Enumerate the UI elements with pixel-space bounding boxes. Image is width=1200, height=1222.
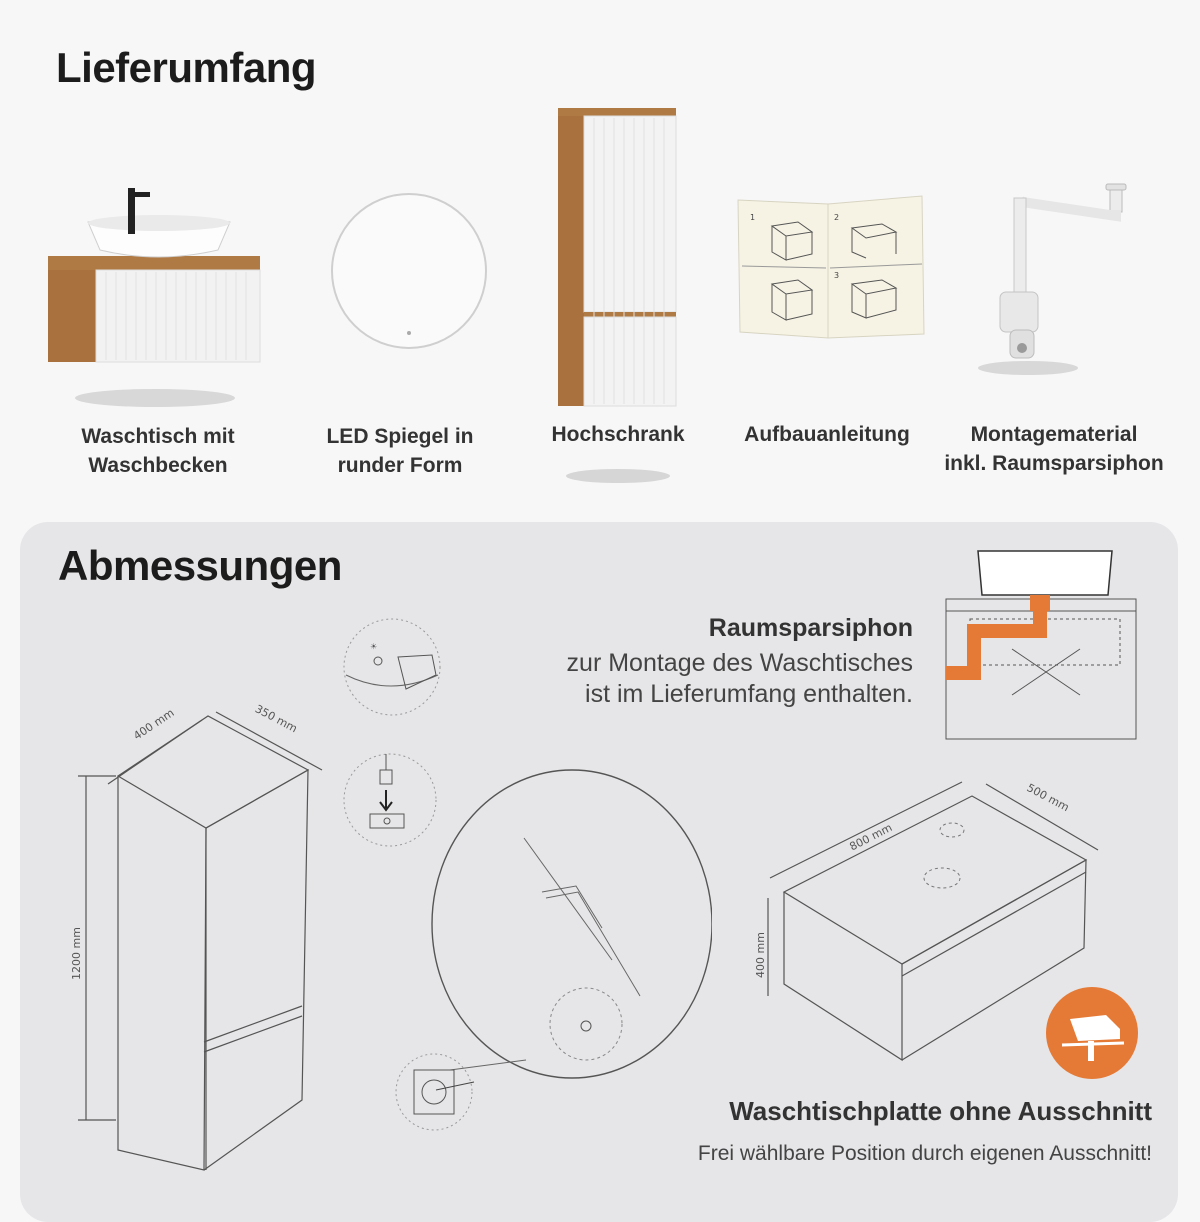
siphon-title: Raumsparsiphon (708, 614, 913, 642)
dimensions-title: Abmessungen (58, 542, 342, 589)
scope-title: Lieferumfang (56, 44, 317, 91)
siphon-description: zur Montage des Waschtisches ist im Lieferumfang enthalten. (566, 649, 913, 708)
manual-step-2: 2 (834, 213, 840, 222)
vanity-height-label: 400 mm (754, 932, 767, 978)
vanity-image (40, 180, 270, 410)
svg-text:☀: ☀ (370, 642, 378, 651)
manual-step-3: 3 (834, 271, 840, 280)
vanity-depth-label: 500 mm (1024, 781, 1072, 815)
worktop-description: Frei wählbare Position durch eigenen Ausschnitt! (697, 1142, 1152, 1165)
touch-sensor-icon (340, 615, 444, 719)
vanity-width-label: 800 mm (847, 821, 895, 854)
jigsaw-icon (1044, 985, 1140, 1081)
tall-width-label: 400 mm (131, 706, 177, 743)
worktop-title: Waschtischplatte ohne Ausschnitt (729, 1096, 1152, 1126)
assembly-manual-image (736, 192, 926, 342)
round-mirror-image (325, 185, 493, 363)
product-label-mounting: Montagematerial inkl. Raumsparsiphon (944, 423, 1164, 475)
product-label-vanity: Waschtisch mit Waschbecken (81, 425, 235, 477)
socket-icon (394, 1046, 476, 1136)
siphon-schematic (940, 545, 1140, 745)
product-label-manual: Aufbauanleitung (744, 423, 910, 446)
tall-height-label: 1200 mm (70, 927, 83, 980)
tall-depth-label: 350 mm (252, 702, 300, 736)
product-label-tall-cabinet: Hochschrank (551, 423, 685, 446)
product-label-mirror: LED Spiegel in runder Form (326, 425, 474, 477)
mirror-drawing (392, 760, 712, 1090)
tall-cabinet-drawing (60, 680, 340, 1180)
manual-step-1: 1 (750, 213, 756, 222)
siphon-image (970, 180, 1140, 380)
